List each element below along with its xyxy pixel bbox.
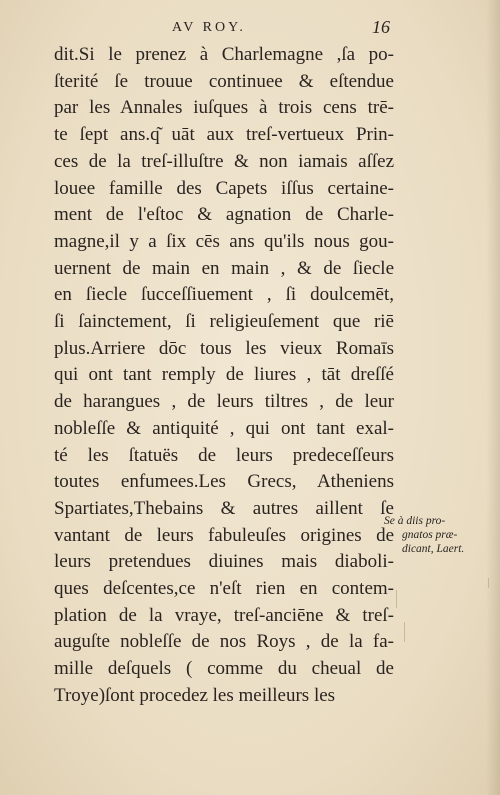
text-line: uernent de main en main , & de ſiecle — [54, 257, 394, 279]
text-line: leurs pretendues diuines mais diaboli- — [54, 551, 394, 573]
text-line: plation de la vraye, treſ-anciēne & treſ- — [54, 604, 394, 626]
text-line: te ſept ans.q͂ uāt aux treſ-vertueux Prin- — [54, 124, 394, 146]
marginal-note — [384, 514, 494, 556]
text-line: louee famille des Capets iſſus certaine- — [54, 177, 394, 199]
text-line: mille deſquels ( comme du cheual de — [54, 658, 394, 680]
page-fold-shadow — [486, 0, 500, 795]
text-line: dit.Si le prenez à Charlemagne ,ſa po- — [54, 44, 394, 65]
text-line: qui ont tant remply de liures , tāt dreſſé — [54, 364, 394, 386]
text-line: Spartiates,Thebains & autres aillent ſe — [54, 497, 394, 519]
text-line: vantant de leurs fabuleuſes origines de — [54, 524, 394, 546]
text-line: ces de la treſ-illuſtre & non iamais aſſez — [54, 150, 394, 172]
text-line: magne,il y a ſix cēs ans qu'ils nous gou- — [54, 230, 394, 252]
show-through-mark — [404, 622, 405, 642]
marginal-note-line: gnatos præ- — [402, 529, 458, 541]
text-line: nobleſſe & antiquité , qui ont tant exal- — [54, 417, 394, 439]
text-line: toutes enfumees.Les Grecs, Atheniens — [54, 471, 394, 493]
marginal-note-line: Se à diis pro- — [384, 515, 446, 527]
text-line: plus.Arriere dōc tous les vieux Romaīs — [54, 337, 394, 359]
show-through-mark — [488, 578, 489, 588]
text-line: ſi ſainctement, ſi religieuſement que riē — [54, 311, 394, 333]
text-line: auguſte nobleſſe de nos Roys , de la fa- — [54, 631, 394, 653]
running-head — [172, 17, 390, 44]
text-line: par les Annales iuſques à trois cens trē- — [54, 97, 394, 119]
text-line: en ſiecle ſucceſſiuement , ſi doulcemēt, — [54, 284, 394, 306]
show-through-mark — [396, 590, 397, 608]
text-line: Troye)ſont procedez les meilleurs les — [54, 684, 336, 706]
marginal-note-line: dicant, Laert. — [402, 543, 465, 555]
running-head-title: AV ROY. — [172, 20, 246, 35]
text-line: ſterité ſe trouue continuee & eſtendue — [54, 70, 394, 92]
body-text — [54, 42, 394, 710]
page-number: 16 — [372, 17, 390, 37]
text-line: ment de l'eſtoc & agnation de Charle- — [54, 204, 394, 226]
text-line: ques deſcentes,ce n'eſt rien en contem- — [54, 578, 394, 600]
text-line: té les ſtatuës de leurs predeceſſeurs — [54, 444, 394, 466]
text-line: de harangues , de leurs tiltres , de leur — [54, 391, 394, 413]
